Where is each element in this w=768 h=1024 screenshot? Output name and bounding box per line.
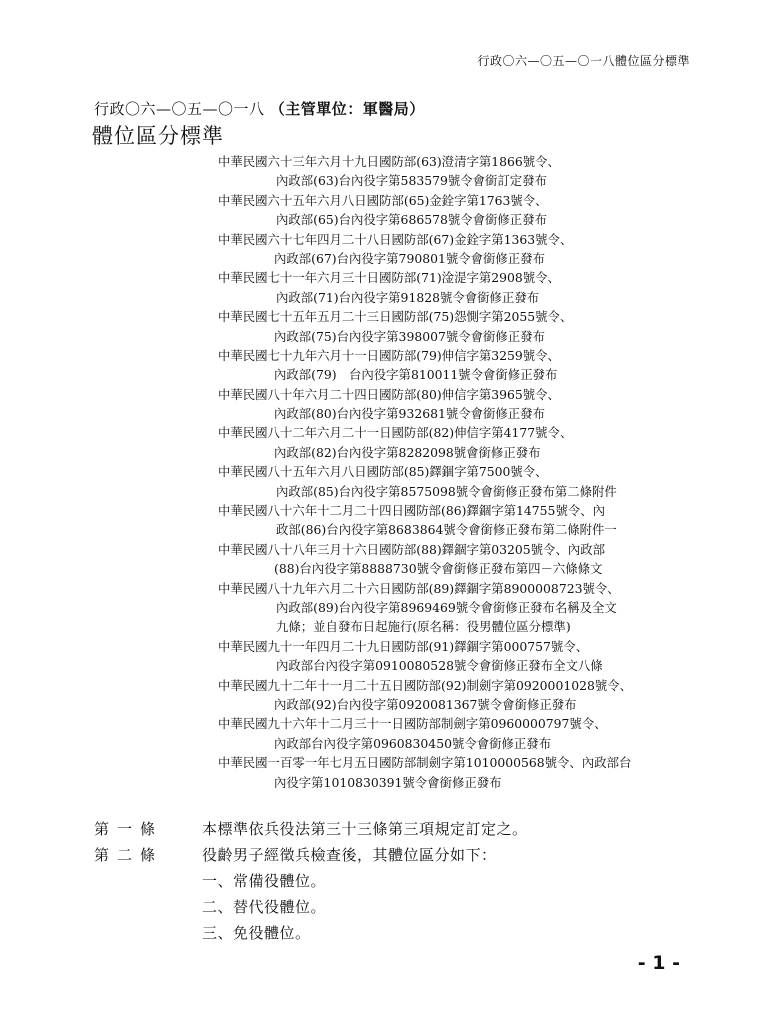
document-title: 體位區分標準 bbox=[92, 124, 224, 148]
history-line: 中華民國一百零一年七月五日國防部制劍字第1010000568號令、內政部台 bbox=[218, 755, 632, 771]
history-line: 中華民國八十年六月二十四日國防部(80)伸信字第3965號令、 bbox=[218, 386, 560, 402]
history-line: 內政部(79) 台內役字第810011號令會銜修正發布 bbox=[274, 367, 558, 383]
history-line: 中華民國九十一年四月二十九日國防部(91)鐸錮字第000757號令、 bbox=[218, 638, 589, 654]
page-number: - 1 - bbox=[637, 952, 680, 974]
history-line: 內役字第1010830391號令會銜修正發布 bbox=[274, 774, 502, 790]
amendment-history bbox=[218, 152, 703, 792]
history-line: 中華民國六十三年六月十九日國防部(63)澄清字第1866號令、 bbox=[218, 154, 560, 169]
history-line: 中華民國七十一年六月三十日國防部(71)淦湜字第2908號令、 bbox=[218, 270, 560, 286]
document-code-line bbox=[94, 98, 425, 119]
history-line: 內政部(82)台內役字第8282098號會銜修正發布 bbox=[274, 444, 541, 460]
history-line: 內政部(71)台內役字第91828號令會銜修正發布 bbox=[276, 289, 540, 305]
history-line: 中華民國七十五年五月二十三日國防部(75)怨惻字第2055號令、 bbox=[218, 309, 573, 325]
article-number: 第二條 bbox=[94, 846, 164, 864]
history-line: 內政部(75)台內役字第398007號令會銜修正發布 bbox=[274, 328, 545, 344]
document-code: 行政〇六—〇五—〇一八 bbox=[94, 100, 265, 118]
responsible-unit: （主管單位：軍醫局） bbox=[269, 100, 425, 118]
history-line: 內政部(89)台內役字第8969469號令會銜修正發布名稱及全文 bbox=[276, 599, 617, 615]
history-line: 政部(86)台內役字第8683864號令會銜修正發布第二條附件一 bbox=[276, 522, 617, 538]
history-line: 中華民國八十五年六月八日國防部(85)鐸錮字第7500號令、 bbox=[218, 464, 548, 480]
history-line: 內政部(85)台內役字第8575098號令會銜修正發布第二條附件 bbox=[276, 483, 617, 499]
history-line: 內政部(80)台內役字第932681號令會銜修正發布 bbox=[274, 406, 545, 422]
history-line: 內政部(67)台內役字第790801號令會銜修正發布 bbox=[274, 250, 545, 266]
history-line: 內政部台內役字第0960830450號令會銜修正發布 bbox=[274, 735, 552, 751]
article-number: 第一條 bbox=[94, 820, 164, 838]
history-line: 中華民國八十九年六月二十六日國防部(89)鐸錮字第8900008723號令、 bbox=[218, 580, 620, 596]
history-line: 中華民國八十六年十二月二十四日國防部(86)鐸錮字第14755號令、內 bbox=[218, 503, 606, 519]
article-text: 本標準依兵役法第三十三條第三項規定訂定之。 bbox=[202, 820, 528, 838]
list-item: 一、常備役體位。 bbox=[202, 872, 327, 890]
history-line: 九條；並自發布日起施行(原名稱：役男體位區分標準) bbox=[276, 619, 571, 635]
article-text: 役齡男子經徵兵檢查後，其體位區分如下： bbox=[202, 846, 497, 864]
history-line: 中華民國七十九年六月十一日國防部(79)伸信字第3259號令、 bbox=[218, 347, 560, 363]
history-line: 內政部(65)台內役字第686578號令會銜修正發布 bbox=[276, 212, 547, 228]
list-item: 二、替代役體位。 bbox=[202, 898, 327, 916]
history-line: 中華民國六十七年四月二十八日國防部(67)金銓字第1363號令、 bbox=[218, 231, 573, 247]
list-item: 三、免役體位。 bbox=[202, 924, 311, 942]
running-header: 行政〇六—〇五—〇一八體位區分標準 bbox=[477, 54, 690, 68]
history-line: 中華民國九十二年十一月二十五日國防部(92)制劍字第0920001028號令、 bbox=[218, 677, 633, 693]
history-line: 內政部(63)台內役字第583579號令會銜訂定發布 bbox=[276, 173, 547, 189]
history-line: 中華民國八十二年六月二十一日國防部(82)伸信字第4177號令、 bbox=[218, 425, 573, 441]
history-line: 內政部(92)台內役字第0920081367號令會銜修正發布 bbox=[274, 696, 577, 712]
history-line: (88)台內役字第8888730號令會銜修正發布第四－六條條文 bbox=[274, 561, 603, 577]
history-line: 中華民國九十六年十二月三十一日國防部制劍字第0960000797號令、 bbox=[218, 716, 607, 732]
history-line: 中華民國六十五年六月八日國防部(65)金銓字第1763號令、 bbox=[218, 192, 548, 208]
history-line: 中華民國八十八年三月十六日國防部(88)鐸錮字第03205號令、內政部 bbox=[218, 541, 606, 557]
history-line: 內政部台內役字第0910080528號令會銜修正發布全文八條 bbox=[276, 658, 603, 674]
